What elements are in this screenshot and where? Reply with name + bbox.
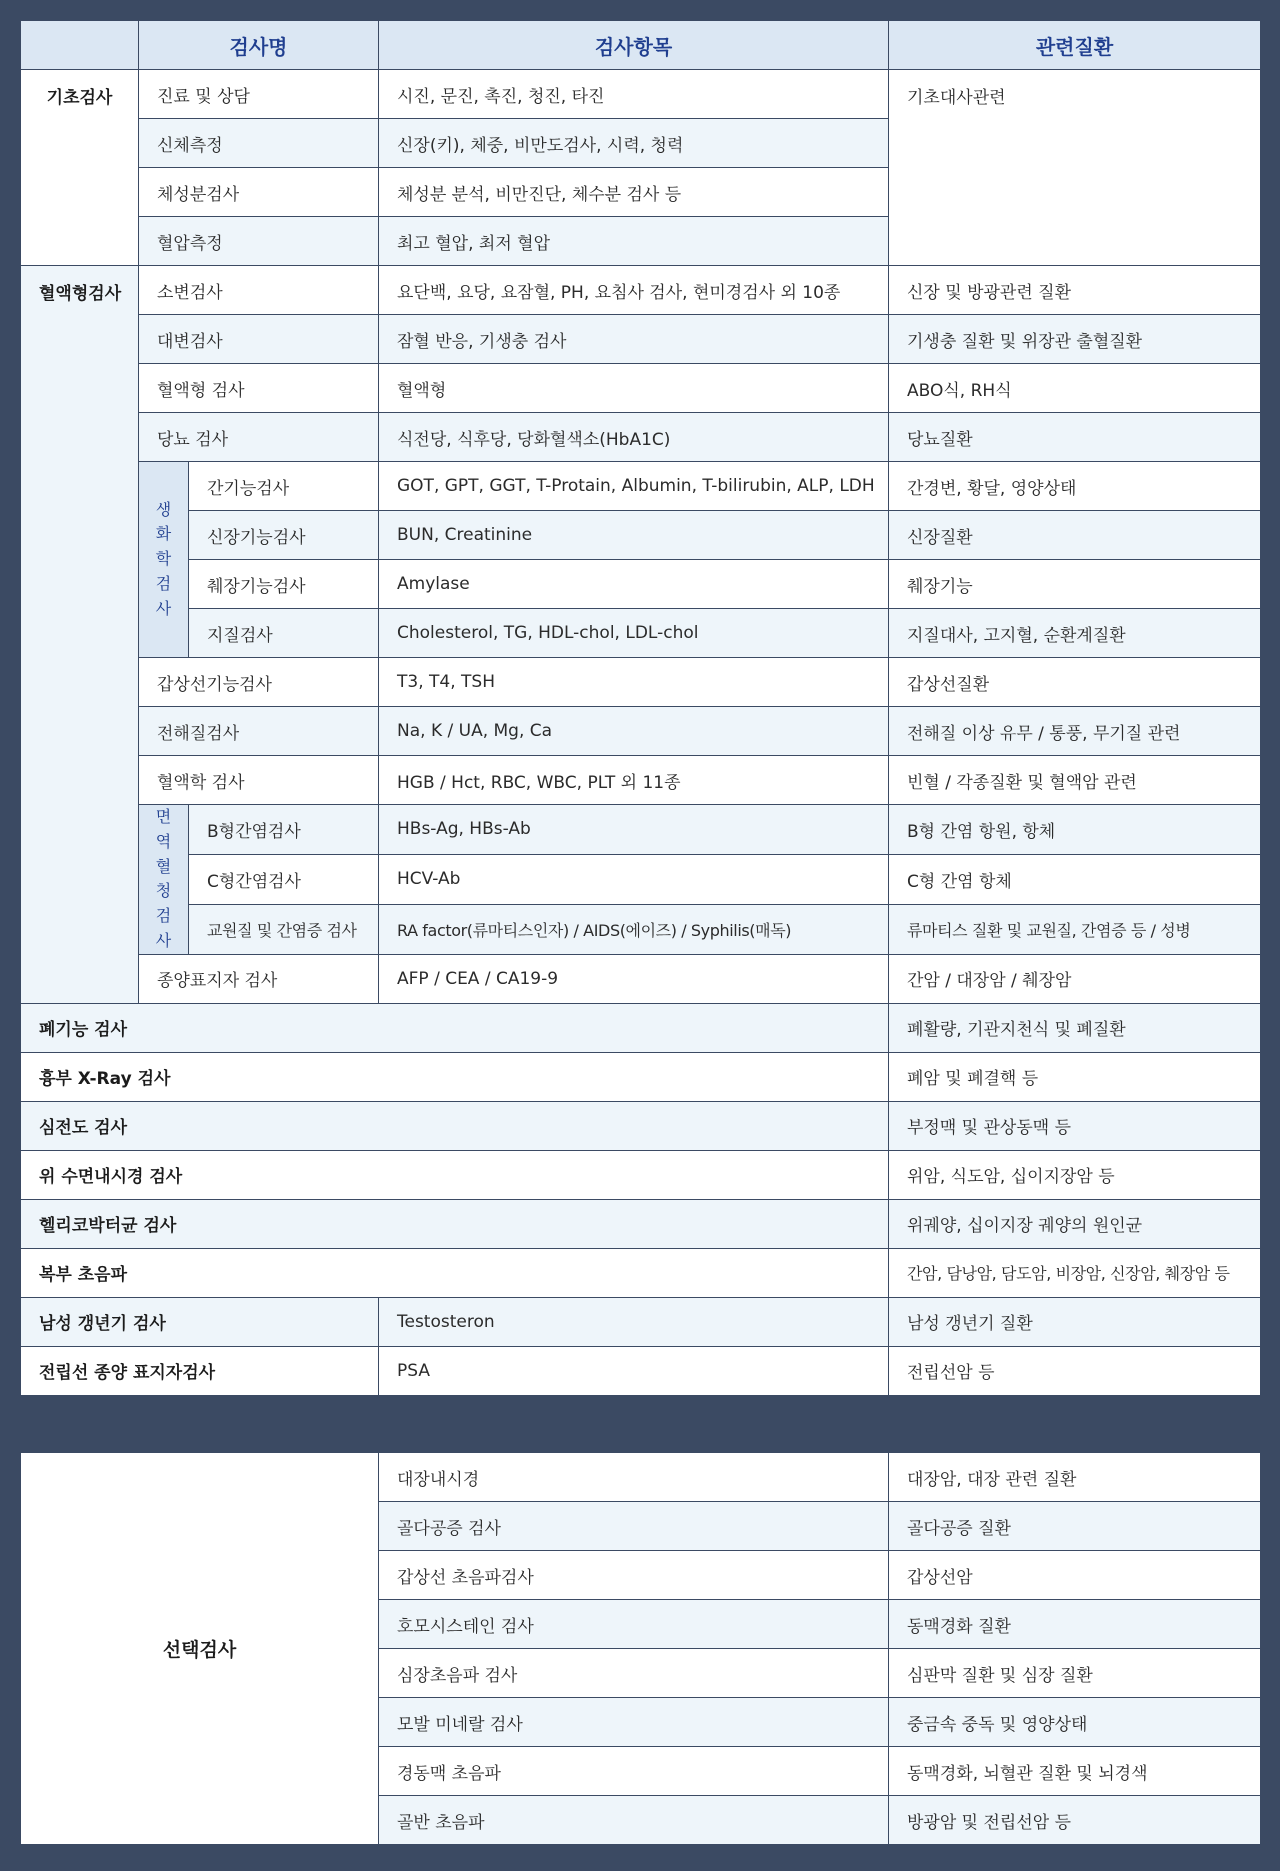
table-row bbox=[21, 1346, 1261, 1395]
related-disease: 심판막 질환 및 심장 질환 bbox=[889, 1649, 1261, 1698]
table-row bbox=[21, 413, 1261, 462]
table-row bbox=[21, 315, 1261, 364]
test-name: 혈액형 검사 bbox=[139, 364, 379, 413]
test-name: 췌장기능검사 bbox=[189, 560, 379, 609]
test-items: 혈액형 bbox=[379, 364, 889, 413]
related-disease: 대장암, 대장 관련 질환 bbox=[889, 1453, 1261, 1502]
table-row bbox=[21, 756, 1261, 805]
category-basic: 기초검사 bbox=[21, 70, 139, 266]
related-disease: 갑상선암 bbox=[889, 1551, 1261, 1600]
test-name: 헬리코박터균 검사 bbox=[21, 1199, 889, 1248]
related-disease: 간암 / 대장암 / 췌장암 bbox=[889, 954, 1261, 1003]
test-name: 혈압측정 bbox=[139, 217, 379, 266]
related-disease: C형 간염 항체 bbox=[889, 854, 1261, 904]
related-disease: 폐활량, 기관지천식 및 폐질환 bbox=[889, 1003, 1261, 1052]
test-name: 흉부 X-Ray 검사 bbox=[21, 1052, 889, 1101]
checkup-table-wrapper bbox=[20, 20, 1260, 1396]
test-name: 복부 초음파 bbox=[21, 1248, 889, 1297]
related-disease: 기생충 질환 및 위장관 출혈질환 bbox=[889, 315, 1261, 364]
test-items: Testosteron bbox=[379, 1297, 889, 1346]
table-row bbox=[21, 904, 1261, 954]
test-items: 최고 혈압, 최저 혈압 bbox=[379, 217, 889, 266]
test-items: 심장초음파 검사 bbox=[379, 1649, 889, 1698]
table-row bbox=[21, 462, 1261, 511]
test-items: 잠혈 반응, 기생충 검사 bbox=[379, 315, 889, 364]
related-disease: 간경변, 황달, 영양상태 bbox=[889, 462, 1261, 511]
test-name: 지질검사 bbox=[189, 609, 379, 658]
related-disease: 기초대사관련 bbox=[889, 70, 1261, 266]
test-name: C형간염검사 bbox=[189, 854, 379, 904]
related-disease: 갑상선질환 bbox=[889, 658, 1261, 707]
table-row bbox=[21, 1248, 1261, 1297]
test-items: HBs-Ag, HBs-Ab bbox=[379, 805, 889, 855]
test-items: BUN, Creatinine bbox=[379, 511, 889, 560]
checkup-table bbox=[20, 20, 1261, 1396]
subcategory-immuno bbox=[139, 805, 189, 955]
related-disease: 동맥경화 질환 bbox=[889, 1600, 1261, 1649]
optional-table-wrapper bbox=[20, 1452, 1260, 1845]
test-name: 신체측정 bbox=[139, 119, 379, 168]
related-disease: 동맥경화, 뇌혈관 질환 및 뇌경색 bbox=[889, 1747, 1261, 1796]
related-disease: 폐암 및 폐결핵 등 bbox=[889, 1052, 1261, 1101]
related-disease: 위암, 식도암, 십이지장암 등 bbox=[889, 1150, 1261, 1199]
related-disease: 위궤양, 십이지장 궤양의 원인균 bbox=[889, 1199, 1261, 1248]
test-name: 위 수면내시경 검사 bbox=[21, 1150, 889, 1199]
related-disease: 중금속 중독 및 영양상태 bbox=[889, 1698, 1261, 1747]
header-category bbox=[21, 21, 139, 70]
test-name: 심전도 검사 bbox=[21, 1101, 889, 1150]
related-disease: 빈혈 / 각종질환 및 혈액암 관련 bbox=[889, 756, 1261, 805]
test-name: 전립선 종양 표지자검사 bbox=[21, 1346, 379, 1395]
table-row bbox=[21, 1052, 1261, 1101]
table-row bbox=[21, 266, 1261, 315]
table-row bbox=[21, 511, 1261, 560]
test-name: 대변검사 bbox=[139, 315, 379, 364]
header-test-items: 검사항목 bbox=[379, 21, 889, 70]
table-row bbox=[21, 707, 1261, 756]
related-disease: 남성 갱년기 질환 bbox=[889, 1297, 1261, 1346]
table-row bbox=[21, 70, 1261, 119]
related-disease: 부정맥 및 관상동맥 등 bbox=[889, 1101, 1261, 1150]
test-items: Cholesterol, TG, HDL-chol, LDL-chol bbox=[379, 609, 889, 658]
related-disease: 전해질 이상 유무 / 통풍, 무기질 관련 bbox=[889, 707, 1261, 756]
table-row bbox=[21, 854, 1261, 904]
test-name: 혈액학 검사 bbox=[139, 756, 379, 805]
table-row bbox=[21, 560, 1261, 609]
table-row bbox=[21, 1101, 1261, 1150]
test-name: 갑상선기능검사 bbox=[139, 658, 379, 707]
subcategory-immuno-label: 면역혈청검사 bbox=[155, 807, 172, 950]
table-row bbox=[21, 1003, 1261, 1052]
test-items: 신장(키), 체중, 비만도검사, 시력, 청력 bbox=[379, 119, 889, 168]
test-items: 골반 초음파 bbox=[379, 1796, 889, 1845]
test-name: 체성분검사 bbox=[139, 168, 379, 217]
test-items: 식전당, 식후당, 당화혈색소(HbA1C) bbox=[379, 413, 889, 462]
table-row bbox=[21, 658, 1261, 707]
test-name: 진료 및 상담 bbox=[139, 70, 379, 119]
test-items: 요단백, 요당, 요잠혈, PH, 요침사 검사, 현미경검사 외 10종 bbox=[379, 266, 889, 315]
related-disease: ABO식, RH식 bbox=[889, 364, 1261, 413]
table-row bbox=[21, 1150, 1261, 1199]
test-name: 전해질검사 bbox=[139, 707, 379, 756]
subcategory-biochem bbox=[139, 462, 189, 658]
test-name: 폐기능 검사 bbox=[21, 1003, 889, 1052]
test-name: 교원질 및 간염증 검사 bbox=[189, 904, 379, 954]
test-items: HGB / Hct, RBC, WBC, PLT 외 11종 bbox=[379, 756, 889, 805]
test-items: Amylase bbox=[379, 560, 889, 609]
related-disease: 방광암 및 전립선암 등 bbox=[889, 1796, 1261, 1845]
table-row bbox=[21, 1453, 1261, 1502]
test-items: T3, T4, TSH bbox=[379, 658, 889, 707]
test-items: 시진, 문진, 촉진, 청진, 타진 bbox=[379, 70, 889, 119]
header-row bbox=[21, 21, 1261, 70]
table-row bbox=[21, 954, 1261, 1003]
category-blood: 혈액형검사 bbox=[21, 266, 139, 1004]
table-row bbox=[21, 805, 1261, 855]
test-items: 갑상선 초음파검사 bbox=[379, 1551, 889, 1600]
related-disease: 신장질환 bbox=[889, 511, 1261, 560]
test-items: HCV-Ab bbox=[379, 854, 889, 904]
related-disease: 당뇨질환 bbox=[889, 413, 1261, 462]
subcategory-biochem-label: 생화학검사 bbox=[155, 499, 172, 618]
category-optional: 선택검사 bbox=[21, 1453, 379, 1845]
table-row bbox=[21, 1297, 1261, 1346]
test-name: 남성 갱년기 검사 bbox=[21, 1297, 379, 1346]
test-items: PSA bbox=[379, 1346, 889, 1395]
related-disease: 골다공증 질환 bbox=[889, 1502, 1261, 1551]
test-items: 경동맥 초음파 bbox=[379, 1747, 889, 1796]
test-items: 대장내시경 bbox=[379, 1453, 889, 1502]
test-items: 체성분 분석, 비만진단, 체수분 검사 등 bbox=[379, 168, 889, 217]
test-items: 모발 미네랄 검사 bbox=[379, 1698, 889, 1747]
related-disease: B형 간염 항원, 항체 bbox=[889, 805, 1261, 855]
table-row bbox=[21, 609, 1261, 658]
related-disease: 류마티스 질환 및 교원질, 간염증 등 / 성병 bbox=[889, 904, 1261, 954]
related-disease: 전립선암 등 bbox=[889, 1346, 1261, 1395]
header-related-disease: 관련질환 bbox=[889, 21, 1261, 70]
table-row bbox=[21, 364, 1261, 413]
test-name: B형간염검사 bbox=[189, 805, 379, 855]
test-name: 당뇨 검사 bbox=[139, 413, 379, 462]
related-disease: 신장 및 방광관련 질환 bbox=[889, 266, 1261, 315]
test-name: 신장기능검사 bbox=[189, 511, 379, 560]
test-items: Na, K / UA, Mg, Ca bbox=[379, 707, 889, 756]
table-row bbox=[21, 1199, 1261, 1248]
test-items: AFP / CEA / CA19-9 bbox=[379, 954, 889, 1003]
related-disease: 췌장기능 bbox=[889, 560, 1261, 609]
test-items: GOT, GPT, GGT, T-Protain, Albumin, T-bilirubin, ALP, LDH bbox=[379, 462, 889, 511]
header-test-name: 검사명 bbox=[139, 21, 379, 70]
test-items: 골다공증 검사 bbox=[379, 1502, 889, 1551]
test-name: 간기능검사 bbox=[189, 462, 379, 511]
test-items: RA factor(류마티스인자) / AIDS(에이즈) / Syphilis(매독) bbox=[379, 904, 889, 954]
related-disease: 간암, 담낭암, 담도암, 비장암, 신장암, 췌장암 등 bbox=[889, 1248, 1261, 1297]
related-disease: 지질대사, 고지혈, 순환계질환 bbox=[889, 609, 1261, 658]
test-name: 종양표지자 검사 bbox=[139, 954, 379, 1003]
optional-table bbox=[20, 1452, 1261, 1845]
test-items: 호모시스테인 검사 bbox=[379, 1600, 889, 1649]
test-name: 소변검사 bbox=[139, 266, 379, 315]
